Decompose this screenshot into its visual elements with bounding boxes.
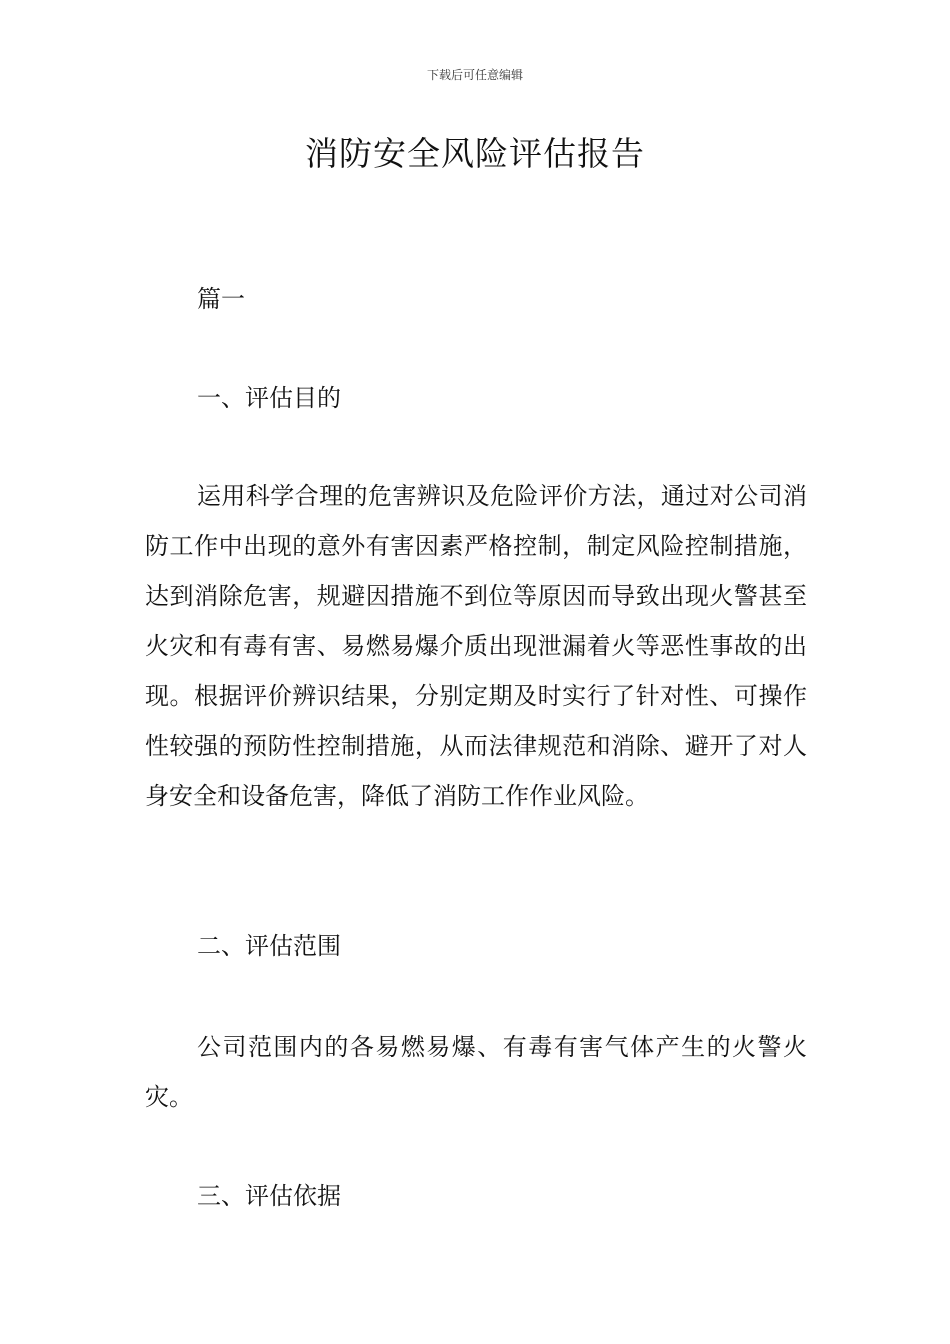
section-heading-basis: 三、评估依据 [197,1182,341,1210]
section-paragraph-purpose: 运用科学合理的危害辨识及危险评价方法，通过对公司消防工作中出现的意外有害因素严格控制，制定风险控制措施，达到消除危害，规避因措施不到位等原因而导致出现火警甚至火灾和有毒有害、易燃易爆介质出现泄漏着火等恶性事故的出现。根据评价辨识结果，分别定期及时实行了针对性、可操作性较强的预防性控制措施，从而法律规范和消除、避开了对人身安全和设备危害，降低了消防工作作业风险。 [145,482,807,810]
document-title: 消防安全风险评估报告 [305,134,645,173]
section-heading-purpose: 一、评估目的 [197,384,341,412]
header-note: 下载后可任意编辑 [426,68,523,82]
section-heading-scope: 二、评估范围 [197,932,341,960]
part-label: 篇一 [197,285,245,313]
section-paragraph-scope: 公司范围内的各易燃易爆、有毒有害气体产生的火警火灾。 [145,1033,807,1111]
